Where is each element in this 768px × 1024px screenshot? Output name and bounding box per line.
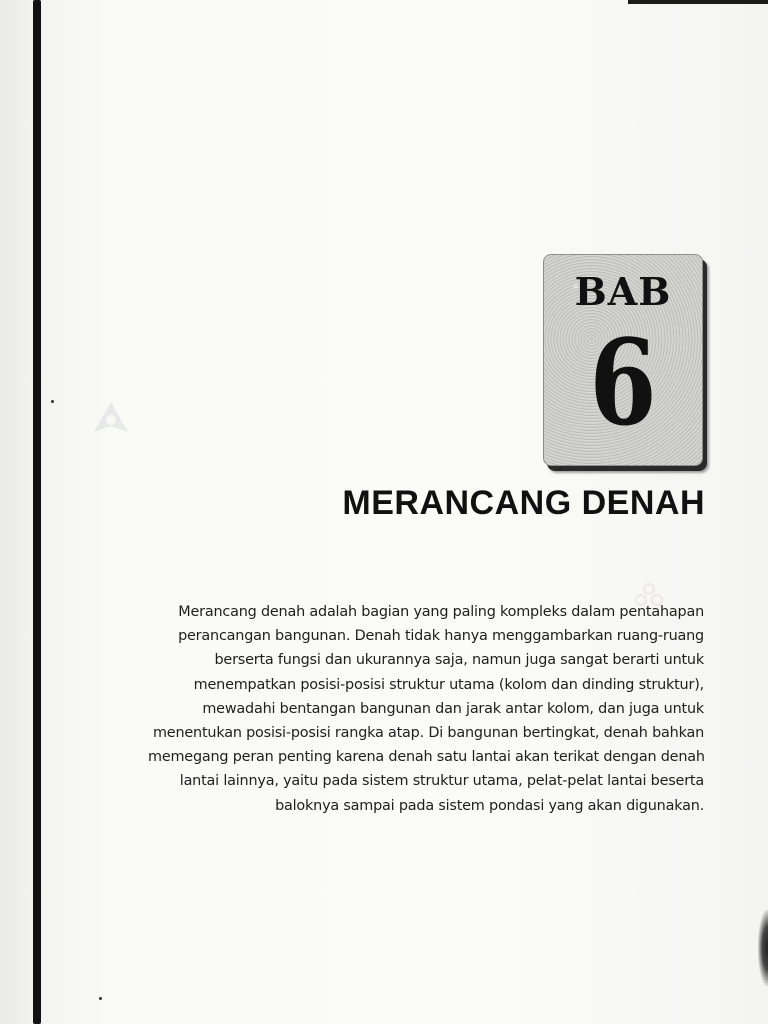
- intro-line: lantai lainnya, yaitu pada sistem struktur utama, pelat-pelat lantai beserta: [179, 773, 704, 790]
- binding-edge: [33, 0, 41, 1024]
- scan-speck: [99, 997, 102, 1000]
- chapter-label: BAB: [574, 269, 672, 314]
- top-scan-edge: [628, 0, 768, 4]
- intro-line: baloknya sampai pada sistem pondasi yang akan digunakan.: [275, 797, 704, 814]
- intro-line: perancangan bangunan. Denah tidak hanya menggambarkan ruang-ruang: [178, 628, 704, 645]
- right-scan-mark: [758, 910, 768, 986]
- chapter-title: MERANCANG DENAH: [342, 484, 705, 522]
- chapter-badge: [543, 254, 703, 466]
- intro-line: memegang peran penting karena denah satu lantai akan terikat dengan denah: [148, 749, 705, 766]
- watermark-icon: [92, 400, 130, 442]
- intro-line: berserta fungsi dan ukurannya saja, namun juga sangat berarti untuk: [214, 652, 704, 669]
- intro-line: menentukan posisi-posisi rangka atap. Di bangunan bertingkat, denah bahkan: [152, 725, 704, 742]
- intro-line: mewadahi bentangan bangunan dan jarak antar kolom, dan juga untuk: [202, 700, 704, 717]
- intro-line: Merancang denah adalah bagian yang paling kompleks dalam pentahapan: [178, 604, 704, 620]
- scan-speck: [51, 400, 54, 403]
- chapter-number: 6: [589, 313, 657, 452]
- binding-shadow: [0, 0, 33, 1024]
- intro-paragraph: [148, 600, 704, 818]
- intro-line: menempatkan posisi-posisi struktur utama (kolom dan dinding struktur),: [193, 676, 704, 693]
